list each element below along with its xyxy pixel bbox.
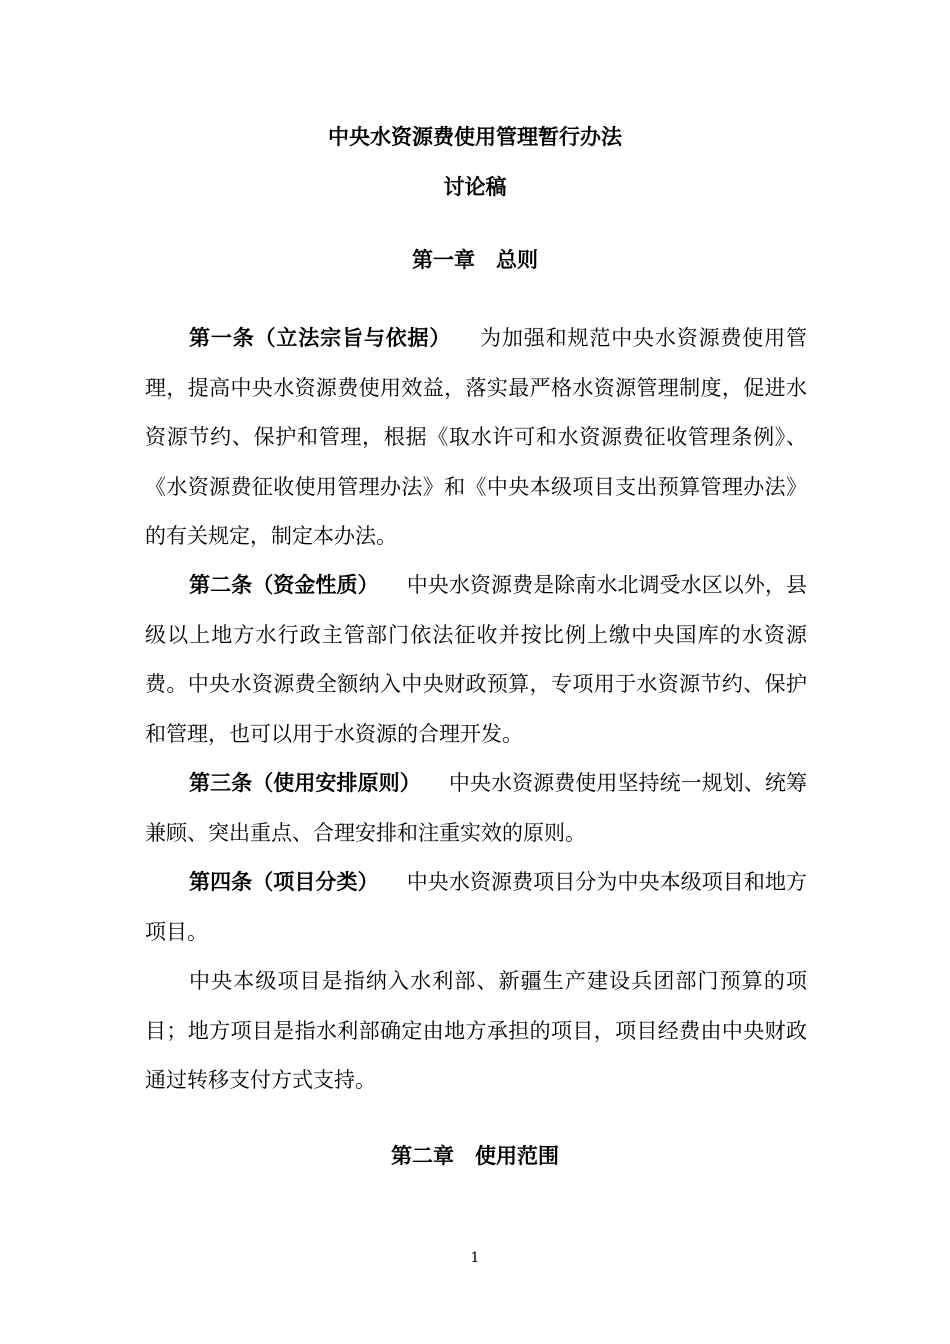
article-1-text: 为加强和规范中央水资源费使用管理，提高中央水资源费使用效益，落实最严格水资源管理制度，促进水资源节约、保护和管理，根据《取水许可和水资源费征收管理条例》、《水资源费征收使用管理办法》和《中央本级项目支出预算管理办法》的有关规定，制定本办法。: [145, 326, 808, 548]
body-paragraph: 中央本级项目是指纳入水利部、新疆生产建设兵团部门预算的项目；地方项目是指水利部确定由地方承担的项目，项目经费由中央财政通过转移支付方式支持。: [145, 969, 807, 1092]
article-2-heading: 第二条（资金性质）: [189, 573, 379, 597]
document-subtitle: 讨论稿: [443, 175, 507, 199]
document-title: 中央水资源费使用管理暂行办法: [328, 125, 622, 149]
page-number: 1: [470, 1250, 480, 1266]
article-3: [145, 759, 807, 858]
article-2-text: 中央水资源费是除南水北调受水区以外，县级以上地方水行政主管部门依法征收并按比例上缴中央国库的水资源费。中央水资源费全额纳入中央财政预算，专项用于水资源节约、保护和管理，也可以用于水资源的合理开发。: [145, 573, 808, 746]
article-1-heading: 第一条（立法宗旨与依据）: [189, 326, 452, 350]
article-4: [145, 858, 807, 957]
article-4-heading: 第四条（项目分类）: [189, 870, 379, 894]
chapter-heading-2: 第二章 使用范围: [391, 1144, 559, 1168]
article-3-heading: 第三条（使用安排原则）: [189, 771, 421, 795]
chapter-heading-1: 第一章 总则: [412, 248, 538, 272]
article-4-text: 中央水资源费项目分为中央本级项目和地方项目。: [145, 870, 808, 944]
article-1: [145, 314, 807, 562]
article-2: [145, 561, 807, 759]
article-3-text: 中央水资源费使用坚持统一规划、统筹兼顾、突出重点、合理安排和注重实效的原则。: [145, 771, 808, 845]
